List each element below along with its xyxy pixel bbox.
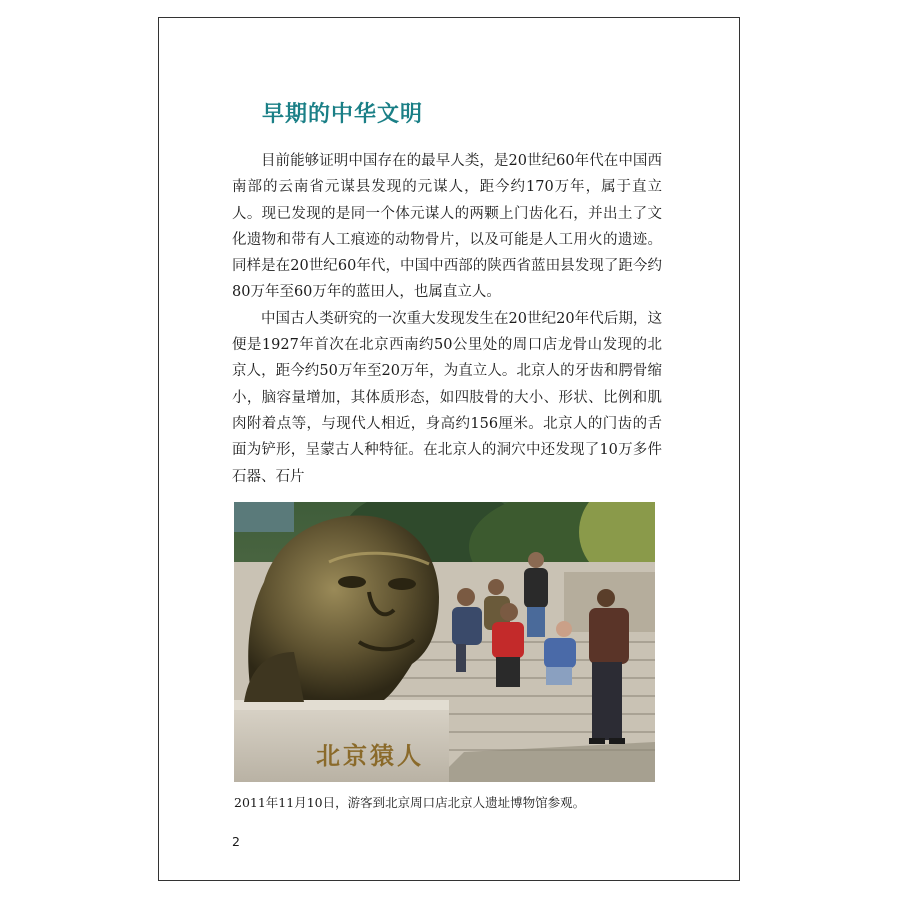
page-number: 2 xyxy=(232,834,240,849)
paragraph-1: 目前能够证明中国存在的最早人类，是20世纪60年代在中国西南部的云南省元谋县发现的元谋人，距今约170万年，属于直立人。现已发现的是同一个体元谋人的两颗上门齿化石，并出土了文化遗物和带有人工痕迹的动物骨片，以及可能是人工用火的遗迹。同样是在20世纪60年代，中国中西部的陕西省蓝田县发现了距今约80万年至60万年的蓝田人，也属直立人。 xyxy=(232,153,662,301)
body-text xyxy=(232,148,662,490)
section-heading: 早期的中华文明 xyxy=(262,102,424,127)
plaque-text: 北京猿人 xyxy=(316,741,424,770)
paragraph-2: 中国古人类研究的一次重大发现发生在20世纪20年代后期，这便是1927年首次在北京西南约50公里处的周口店龙骨山发现的北京人，距今约50万年至20万年，为直立人。北京人的牙齿和腭骨缩小，脑容量增加，其体质形态，如四肢骨的大小、形状、比例和肌肉附着点等，与现代人相近，身高约156厘米。北京人的门齿的舌面为铲形，呈蒙古人种特征。在北京人的洞穴中还发现了10万多件石器、石片 xyxy=(232,310,662,485)
photo-illustration xyxy=(234,502,655,782)
museum-photo xyxy=(234,502,655,782)
photo-caption: 2011年11月10日，游客到北京周口店北京人遗址博物馆参观。 xyxy=(234,795,586,810)
